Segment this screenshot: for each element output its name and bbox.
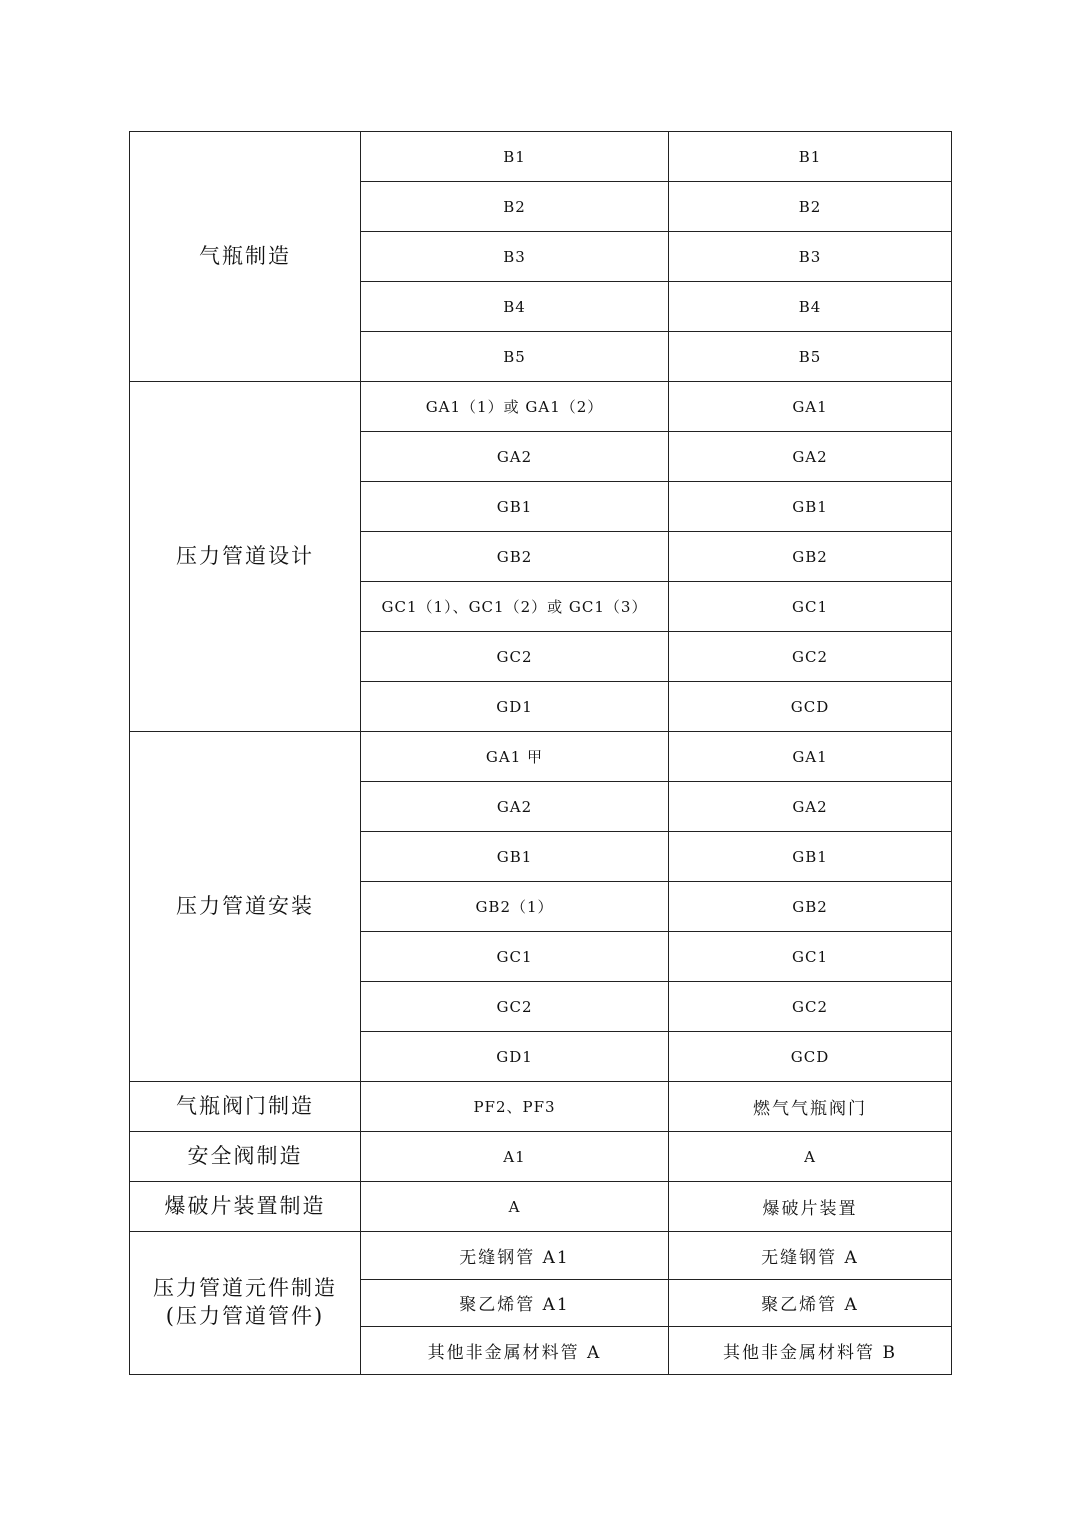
- new-level-cell: GA1: [669, 732, 952, 782]
- original-level-cell: GD1: [361, 1032, 669, 1082]
- original-level-cell: 其他非金属材料管 A: [361, 1327, 669, 1375]
- original-level-cell: B1: [361, 132, 669, 182]
- table-row: [130, 1182, 952, 1232]
- new-level-cell: GC1: [669, 932, 952, 982]
- table-row: [130, 1132, 952, 1182]
- category-label: 爆破片装置制造: [164, 1193, 326, 1218]
- original-level-cell: GC2: [361, 632, 669, 682]
- table-row: [130, 732, 952, 782]
- table-body: [130, 132, 952, 1375]
- category-cell: [130, 382, 361, 732]
- original-level-cell: B5: [361, 332, 669, 382]
- new-level-cell: B4: [669, 282, 952, 332]
- original-level-cell: GB1: [361, 482, 669, 532]
- original-level-cell: B2: [361, 182, 669, 232]
- original-level-cell: GB2（1）: [361, 882, 669, 932]
- new-level-cell: B2: [669, 182, 952, 232]
- original-level-cell: GA2: [361, 782, 669, 832]
- category-label: 压力管道设计: [176, 543, 314, 568]
- category-cell: [130, 1182, 361, 1232]
- original-level-cell: B4: [361, 282, 669, 332]
- new-level-cell: GCD: [669, 1032, 952, 1082]
- original-level-cell: PF2、PF3: [361, 1082, 669, 1132]
- original-level-cell: GC2: [361, 982, 669, 1032]
- original-level-cell: 聚乙烯管 A1: [361, 1279, 669, 1327]
- new-level-cell: GB2: [669, 532, 952, 582]
- new-level-cell: GA1: [669, 382, 952, 432]
- new-level-cell: 其他非金属材料管 B: [669, 1327, 952, 1375]
- new-level-cell: B5: [669, 332, 952, 382]
- new-level-cell: GC2: [669, 982, 952, 1032]
- original-level-cell: GA1 甲: [361, 732, 669, 782]
- new-level-cell: 爆破片装置: [669, 1182, 952, 1232]
- new-level-cell: GB1: [669, 482, 952, 532]
- new-level-cell: GA2: [669, 432, 952, 482]
- table-row: [130, 382, 952, 432]
- category-label: 压力管道安装: [176, 893, 314, 918]
- category-label: 气瓶制造: [199, 243, 291, 268]
- new-level-cell: GCD: [669, 682, 952, 732]
- table-row: [130, 1232, 952, 1280]
- original-level-cell: GB1: [361, 832, 669, 882]
- category-label: (压力管道管件): [165, 1303, 325, 1328]
- new-level-cell: GC2: [669, 632, 952, 682]
- category-label: 压力管道元件制造: [153, 1276, 337, 1301]
- new-level-cell: 聚乙烯管 A: [669, 1279, 952, 1327]
- original-level-cell: GC1: [361, 932, 669, 982]
- table-row: [130, 132, 952, 182]
- new-level-cell: GB1: [669, 832, 952, 882]
- new-level-cell: GB2: [669, 882, 952, 932]
- category-cell: [130, 1132, 361, 1182]
- new-level-cell: 燃气气瓶阀门: [669, 1082, 952, 1132]
- original-level-cell: GC1（1）、GC1（2）或 GC1（3）: [361, 582, 669, 632]
- original-level-cell: GB2: [361, 532, 669, 582]
- original-level-cell: GA2: [361, 432, 669, 482]
- new-level-cell: GA2: [669, 782, 952, 832]
- new-level-cell: 无缝钢管 A: [669, 1232, 952, 1280]
- original-level-cell: 无缝钢管 A1: [361, 1232, 669, 1280]
- category-cell: [130, 1082, 361, 1132]
- original-level-cell: A: [361, 1182, 669, 1232]
- category-cell: [130, 732, 361, 1082]
- original-level-cell: GA1（1）或 GA1（2）: [361, 382, 669, 432]
- category-cell: [130, 132, 361, 382]
- category-label: 气瓶阀门制造: [176, 1093, 314, 1118]
- new-level-cell: B3: [669, 232, 952, 282]
- license-mapping-table: [129, 131, 952, 1375]
- new-level-cell: A: [669, 1132, 952, 1182]
- new-level-cell: B1: [669, 132, 952, 182]
- original-level-cell: GD1: [361, 682, 669, 732]
- category-cell: [130, 1232, 361, 1375]
- original-level-cell: B3: [361, 232, 669, 282]
- category-label: 安全阀制造: [187, 1143, 303, 1168]
- new-level-cell: GC1: [669, 582, 952, 632]
- table-row: [130, 1082, 952, 1132]
- original-level-cell: A1: [361, 1132, 669, 1182]
